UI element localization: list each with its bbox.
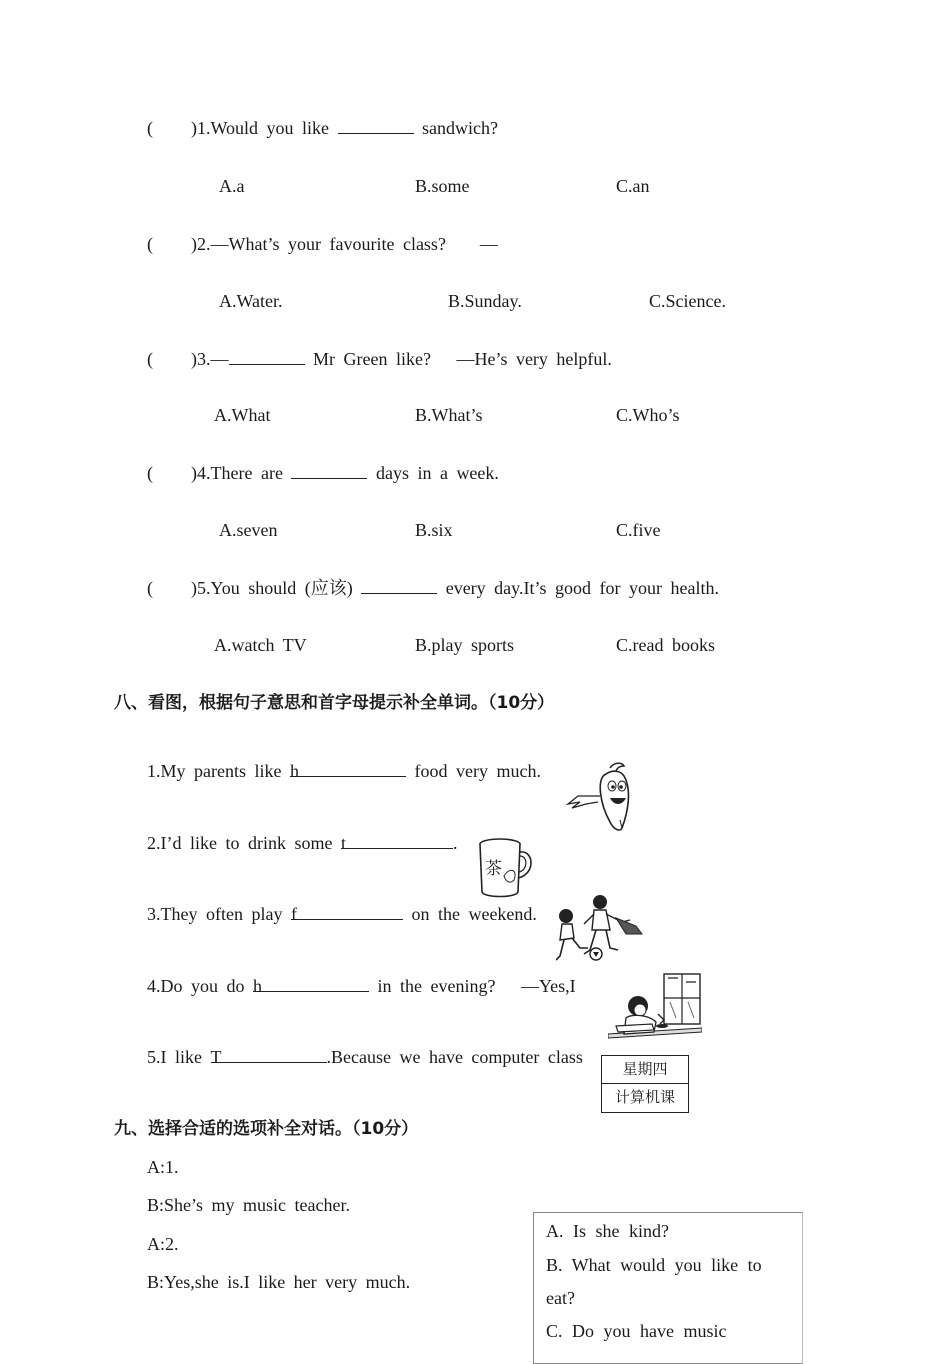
fill-item-4: 4.Do you do h in the evening? —Yes,I: [147, 976, 576, 996]
answer-blank[interactable]: [338, 117, 414, 134]
word-blank[interactable]: f: [291, 903, 403, 920]
option-3a: A.What: [214, 405, 271, 425]
chili-pepper-icon: [566, 760, 642, 834]
football-kids-icon: [556, 894, 644, 964]
option-b: B. What would you like to: [546, 1255, 762, 1275]
word-blank[interactable]: t: [341, 832, 453, 849]
section-8-title: 八、看图，根据句子意思和首字母提示补全单词。（10分）: [114, 693, 555, 713]
word-blank[interactable]: T: [211, 1046, 327, 1063]
dialogue-line-4: B:Yes,she is.I like her very much.: [147, 1272, 411, 1292]
option-5c: C.read books: [616, 635, 715, 655]
homework-child-icon: [608, 972, 702, 1048]
option-a: A. Is she kind?: [546, 1221, 669, 1241]
question-5: ( )5.You should (应该) every day.It’s good for your health.: [147, 578, 719, 598]
answer-blank[interactable]: [229, 348, 305, 365]
word-blank[interactable]: h: [290, 760, 406, 777]
option-4c: C.five: [616, 520, 661, 540]
option-5b: B.play sports: [415, 635, 515, 655]
answer-blank[interactable]: [361, 577, 437, 594]
tea-cup-icon: [476, 836, 536, 902]
option-3c: C.Who’s: [616, 405, 680, 425]
fill-item-3: 3.They often play f on the weekend.: [147, 904, 537, 924]
option-1a: A.a: [219, 176, 245, 196]
dialogue-line-2: B:She’s my music teacher.: [147, 1195, 350, 1215]
option-4b: B.six: [415, 520, 453, 540]
question-1: ( )1.Would you like sandwich?: [147, 118, 499, 138]
section-9-title: 九、选择合适的选项补全对话。（10分）: [114, 1119, 419, 1139]
dialogue-line-1: A:1.: [147, 1157, 179, 1177]
options-box: [533, 1212, 803, 1364]
word-blank[interactable]: h: [253, 975, 369, 992]
option-3b: B.What’s: [415, 405, 483, 425]
option-2a: A.Water.: [219, 291, 283, 311]
cup-label: 茶: [485, 859, 502, 879]
answer-paren-open: (: [147, 118, 153, 138]
answer-blank[interactable]: [291, 462, 367, 479]
option-2c: C.Science.: [649, 291, 726, 311]
schedule-card: [601, 1055, 689, 1113]
option-2b: B.Sunday.: [448, 291, 522, 311]
option-1c: C.an: [616, 176, 650, 196]
schedule-subject: 计算机课: [614, 1088, 675, 1106]
fill-item-1: 1.My parents like h food very much.: [147, 761, 541, 781]
schedule-day: 星期四: [602, 1056, 688, 1084]
option-4a: A.seven: [219, 520, 278, 540]
option-c: C. Do you have music: [546, 1321, 727, 1341]
question-4: ( )4.There are days in a week.: [147, 463, 499, 483]
dialogue-line-3: A:2.: [147, 1234, 179, 1254]
question-3: ( )3.— Mr Green like? —He’s very helpful.: [147, 349, 612, 369]
question-2: ( )2.—What’s your favourite class? —: [147, 234, 498, 254]
fill-item-2: 2.I’d like to drink some t .: [147, 833, 458, 853]
option-5a: A.watch TV: [214, 635, 307, 655]
option-1b: B.some: [415, 176, 470, 196]
fill-item-5: 5.I like T .Because we have computer class: [147, 1047, 583, 1067]
option-b-continued: eat?: [546, 1288, 575, 1308]
